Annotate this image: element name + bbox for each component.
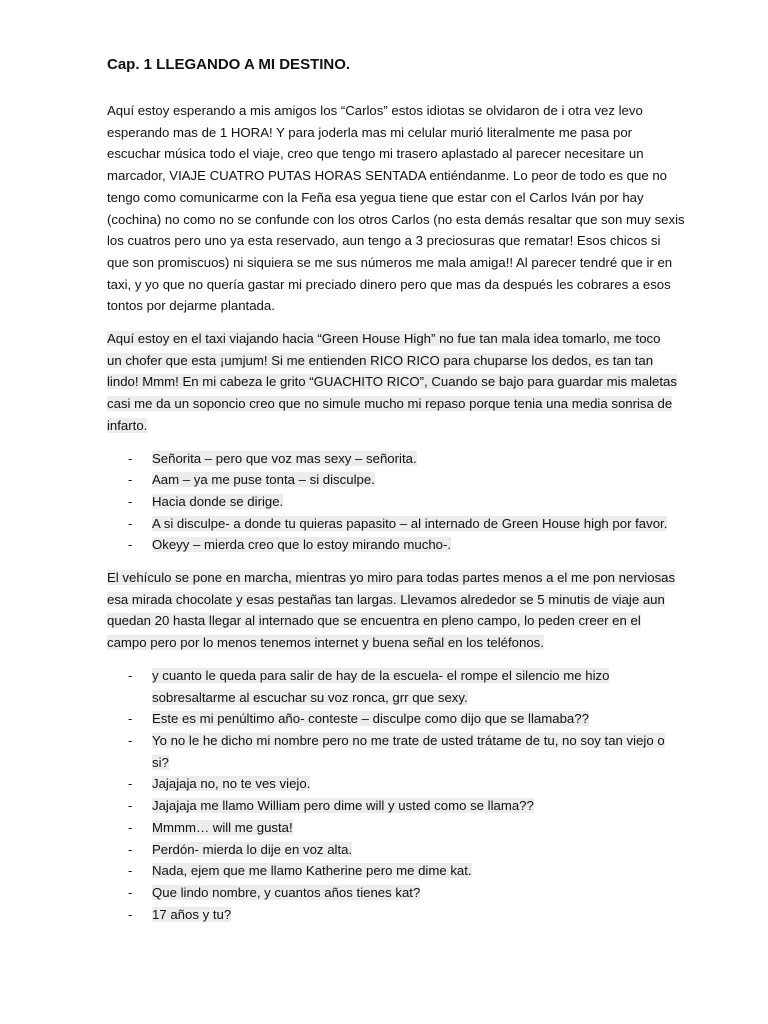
- dialog-list-2: [107, 665, 704, 925]
- paragraph-line: [107, 393, 704, 415]
- dialog-text: y cuanto le queda para salir de hay de la escuela- el rompe el silencio me hizo: [152, 667, 610, 683]
- dialog-text: Yo no le he dicho mi nombre pero no me trate de usted trátame de tu, no soy tan viejo o: [152, 732, 665, 748]
- paragraph-line: [107, 143, 704, 165]
- paragraph-line: [107, 371, 704, 393]
- dialog-item: [107, 534, 704, 556]
- paragraph-line: [107, 209, 704, 231]
- paragraph-line: [107, 122, 704, 144]
- dialog-line: [152, 904, 704, 926]
- dialog-item: [107, 491, 704, 513]
- dialog-line: [152, 469, 704, 491]
- dialog-item: [107, 469, 704, 491]
- paragraph-line: [107, 252, 704, 274]
- line-text: (cochina) no como no se confunde con los otros Carlos (no esta demás resaltar que son muy sexis: [107, 211, 685, 227]
- dialog-item: [107, 817, 704, 839]
- dialog-text: Jajajaja no, no te ves viejo.: [152, 776, 311, 792]
- line-text: Aquí estoy en el taxi viajando hacia “Green House High” no fue tan mala idea tomarlo, me toco: [107, 331, 661, 347]
- dialog-item: [107, 904, 704, 926]
- dash-bullet: -: [128, 537, 133, 553]
- dialog-line: [152, 817, 704, 839]
- dialog-line: [152, 708, 704, 730]
- dialog-item: [107, 665, 704, 708]
- dialog-text: sobresaltarme al escuchar su voz ronca, grr que sexy.: [152, 689, 468, 705]
- dialog-item: [107, 795, 704, 817]
- dialog-line: [152, 665, 704, 687]
- dialog-item: [107, 708, 704, 730]
- dialog-item: [107, 730, 704, 773]
- paragraph-line: [107, 187, 704, 209]
- paragraph-line: [107, 632, 704, 654]
- dialog-line: [152, 491, 704, 513]
- paragraph-line: [107, 295, 704, 317]
- dialog-text: Hacia donde se dirige.: [152, 493, 284, 509]
- paragraph-line: [107, 328, 704, 350]
- dialog-line: [152, 839, 704, 861]
- dialog-item: [107, 448, 704, 470]
- line-text: casi me da un soponcio creo que no simule mucho mi repaso porque tenia una media sonrisa de: [107, 396, 673, 412]
- line-text: tengo como comunicarme con la Feña esa yegua tiene que estar con el Carlos Iván por hay: [107, 189, 644, 205]
- dash-bullet: -: [128, 732, 133, 748]
- dash-bullet: -: [128, 493, 133, 509]
- dash-bullet: -: [128, 906, 133, 922]
- dialog-item: [107, 773, 704, 795]
- dialog-line: [152, 795, 704, 817]
- dialog-list-1: [107, 448, 704, 557]
- dialog-text: Este es mi penúltimo año- conteste – disculpe como dijo que se llamaba??: [152, 711, 589, 727]
- line-text: esperando mas de 1 HORA! Y para joderla mas mi celular murió literalmente me pasa por: [107, 124, 633, 140]
- line-text: Aquí estoy esperando a mis amigos los “Carlos” estos idiotas se olvidaron de i otra vez levo: [107, 103, 643, 118]
- dialog-item: [107, 882, 704, 904]
- paragraph-line: [107, 567, 704, 589]
- paragraph-3: [107, 567, 704, 654]
- dialog-text: Mmmm… will me gusta!: [152, 819, 293, 835]
- line-text: un chofer que esta ¡umjum! Si me entienden RICO RICO para chuparse los dedos, es tan tan: [107, 352, 654, 368]
- dialog-item: [107, 839, 704, 861]
- line-text: escuchar música todo el viaje, creo que tengo mi trasero aplastado al parecer necesitare un: [107, 146, 644, 162]
- dash-bullet: -: [128, 450, 133, 466]
- dialog-line: [152, 860, 704, 882]
- line-text: esa mirada chocolate y esas pestañas tan largas. Llevamos alrededor se 5 minutis de viaje aun: [107, 591, 665, 607]
- dialog-line: [152, 773, 704, 795]
- paragraph-line: [107, 589, 704, 611]
- dialog-text: Que lindo nombre, y cuantos años tienes kat?: [152, 884, 421, 900]
- dash-bullet: -: [128, 667, 133, 683]
- dash-bullet: -: [128, 711, 133, 727]
- dialog-line: [152, 534, 704, 556]
- dash-bullet: -: [128, 776, 133, 792]
- dialog-text: Perdón- mierda lo dije en voz alta.: [152, 841, 353, 857]
- line-text: tontos por dejarme plantada.: [107, 298, 275, 314]
- dialog-text: Jajajaja me llamo William pero dime will y usted como se llama??: [152, 798, 534, 814]
- dialog-text: A si disculpe- a donde tu quieras papasito – al internado de Green House high por favor.: [152, 515, 668, 531]
- dash-bullet: -: [128, 798, 133, 814]
- dialog-item: [107, 860, 704, 882]
- dialog-line: [152, 752, 704, 774]
- line-text: que son promiscuos) ni siquiera se me sus números me mala amiga!! Al parecer tendré que ir en: [107, 254, 673, 270]
- paragraph-line: [107, 165, 704, 187]
- line-text: lindo! Mmm! En mi cabeza le grito “GUACHITO RICO”, Cuando se bajo para guardar mis maletas: [107, 374, 677, 390]
- dash-bullet: -: [128, 515, 133, 531]
- line-text: taxi, y yo que no quería gastar mi preciado dinero pero que mas da después les cobrares a esos: [107, 276, 671, 292]
- line-text: quedan 20 hasta llegar al internado que se encuentra en pleno campo, lo peden creer en el: [107, 613, 641, 629]
- paragraph-line: [107, 610, 704, 632]
- paragraph-2: [107, 328, 704, 437]
- paragraph-line: [107, 350, 704, 372]
- dialog-text: Aam – ya me puse tonta – si disculpe.: [152, 472, 375, 488]
- dialog-text: Okeyy – mierda creo que lo estoy mirando mucho-.: [152, 537, 452, 553]
- dialog-line: [152, 448, 704, 470]
- dash-bullet: -: [128, 819, 133, 835]
- paragraph-1: [107, 100, 704, 317]
- dialog-item: [107, 513, 704, 535]
- dialog-text: Nada, ejem que me llamo Katherine pero me dime kat.: [152, 863, 472, 879]
- line-text: infarto.: [107, 417, 148, 433]
- dialog-line: [152, 882, 704, 904]
- dialog-text: 17 años y tu?: [152, 906, 232, 922]
- dialog-line: [152, 513, 704, 535]
- dialog-text: si?: [152, 754, 169, 770]
- paragraph-line: [107, 415, 704, 437]
- dialog-text: Señorita – pero que voz mas sexy – señorita.: [152, 450, 417, 466]
- line-text: los cuatros pero uno ya esta reservado, aun tengo a 3 preciosuras que rematar! Esos chicos si: [107, 233, 661, 249]
- paragraph-line: [107, 100, 704, 122]
- dialog-line: [152, 730, 704, 752]
- dash-bullet: -: [128, 472, 133, 488]
- paragraph-line: [107, 230, 704, 252]
- dialog-line: [152, 687, 704, 709]
- line-text: campo pero por lo menos tenemos internet y buena señal en los teléfonos.: [107, 635, 544, 651]
- line-text: marcador, VIAJE CUATRO PUTAS HORAS SENTADA entiéndanme. Lo peor de todo es que no: [107, 168, 667, 184]
- paragraph-line: [107, 274, 704, 296]
- dash-bullet: -: [128, 884, 133, 900]
- line-text: El vehículo se pone en marcha, mientras yo miro para todas partes menos a el me pon nerviosas: [107, 570, 676, 586]
- dash-bullet: -: [128, 863, 133, 879]
- chapter-title: Cap. 1 LLEGANDO A MI DESTINO.: [107, 56, 351, 73]
- dash-bullet: -: [128, 841, 133, 857]
